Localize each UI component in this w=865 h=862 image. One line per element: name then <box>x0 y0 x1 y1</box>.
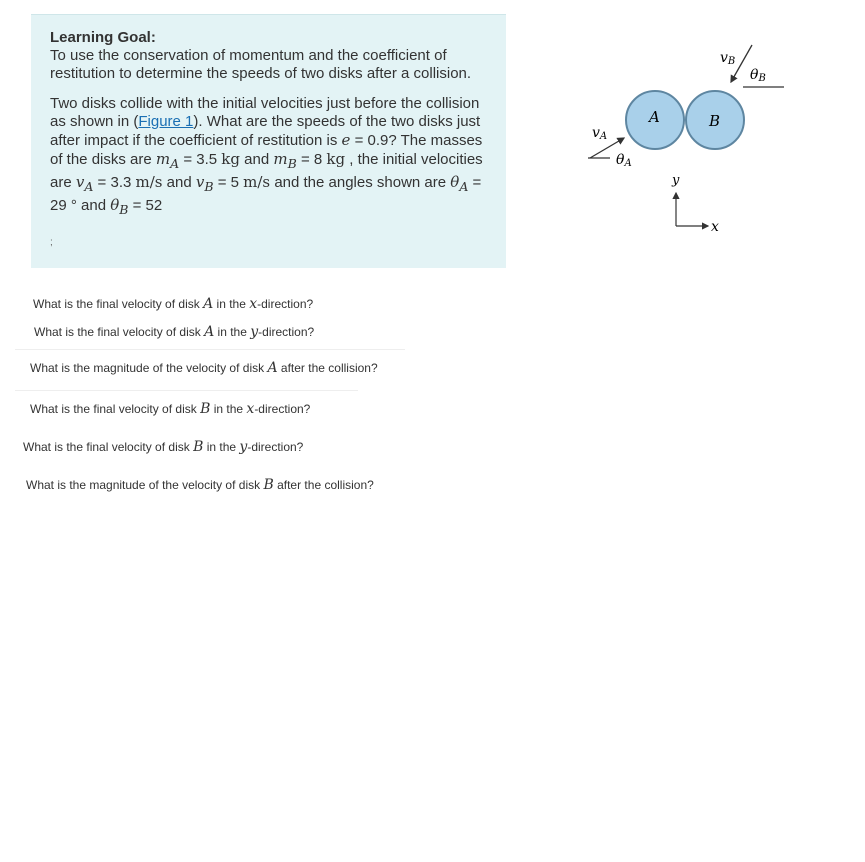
velocity-a-label: vA <box>592 125 608 142</box>
problem-statement: Two disks collide with the initial velocities just before the collision as shown in (Figure 1). What are the speeds of the two disks just after impact if the coefficient of restitution is e = 0.9? The masses of the disks are $m_A = 3.5$ kg and $m_B = 8$ kg , the initial velocities are $v_A = 3.3$ m/s and $v_B = 5$ m/s and the angles shown are $\theta_A = 29$ ° and $\theta_B = 52$ <box>50 95 483 217</box>
question-6[interactable]: What is the magnitude of the velocity of disk B after the collision? <box>26 477 374 493</box>
figure-1-diagram[interactable] <box>580 36 800 246</box>
disk-a-label: A <box>649 108 660 126</box>
divider <box>15 349 405 350</box>
question-5[interactable]: What is the final velocity of disk B in the y-direction? <box>23 439 304 455</box>
velocity-b-label: vB <box>720 50 736 67</box>
stray-characters: ; <box>50 237 53 248</box>
y-axis-label: y <box>672 173 680 188</box>
divider <box>15 390 358 391</box>
theta-a-label: θA <box>616 152 632 169</box>
learning-goal-description: To use the conservation of momentum and the coefficient of restitution to determine the speeds of two disks after a collision. <box>50 47 472 82</box>
learning-goal-title: Learning Goal: <box>50 29 156 46</box>
theta-b-label: θB <box>750 67 766 84</box>
question-3[interactable]: What is the magnitude of the velocity of disk A after the collision? <box>30 360 378 376</box>
question-4[interactable]: What is the final velocity of disk B in the x-direction? <box>30 401 311 417</box>
figure-1-link[interactable]: Figure 1 <box>138 113 194 130</box>
question-1[interactable]: What is the final velocity of disk A in the x-direction? <box>33 296 314 312</box>
disk-b-label: B <box>709 112 721 130</box>
x-axis-label: x <box>711 219 719 235</box>
question-2[interactable]: What is the final velocity of disk A in the y-direction? <box>34 324 315 340</box>
learning-goal-panel <box>31 14 506 268</box>
